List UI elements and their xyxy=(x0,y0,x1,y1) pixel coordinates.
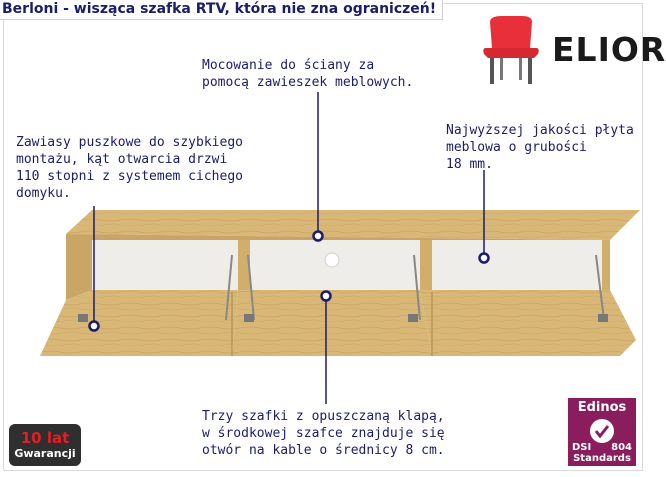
page-title: Berloni - wisząca szafka RTV, która nie zna ograniczeń! xyxy=(0,0,443,20)
flap-middle xyxy=(232,290,432,356)
warranty-years: 10 lat xyxy=(20,429,70,447)
edinos-certificate-badge xyxy=(568,398,636,466)
brand-logo-text: ELIOR xyxy=(552,30,666,69)
warranty-label: Gwarancji xyxy=(14,447,76,460)
certificate-number: 804 xyxy=(611,442,632,453)
cabinet-left-side xyxy=(66,234,92,300)
marker-hinges xyxy=(90,322,99,331)
marker-cabinets xyxy=(322,292,331,301)
callout-board: Najwyższej jakości płyta meblowa o grubości 18 mm. xyxy=(446,123,634,172)
certificate-standards: Standards xyxy=(573,453,631,464)
compartment-left xyxy=(92,240,238,292)
callout-cabinets: Trzy szafki z opuszczaną klapą, w środkowej szafce znajduje się otwór na kable o średnicy 8 cm. xyxy=(202,409,445,458)
certificate-brand: Edinos xyxy=(577,400,627,415)
warranty-badge xyxy=(9,424,81,466)
divider-2 xyxy=(420,240,432,292)
marker-board xyxy=(480,254,489,263)
flap-right xyxy=(420,290,636,356)
certificate-check-icon xyxy=(589,418,615,444)
callout-hinges: Zawiasy puszkowe do szybkiego montażu, kąt otwarcia drzwi 110 stopni z systemem cichego domyku. xyxy=(16,135,243,201)
cable-hole xyxy=(325,253,339,267)
flap-left xyxy=(40,290,238,356)
certificate-dsi: DSI xyxy=(572,442,592,453)
compartment-right xyxy=(432,240,602,292)
callout-mounting: Mocowanie do ściany za pomocą zawieszek meblowych. xyxy=(202,58,414,90)
divider-right xyxy=(602,240,610,292)
marker-mounting xyxy=(314,232,323,241)
